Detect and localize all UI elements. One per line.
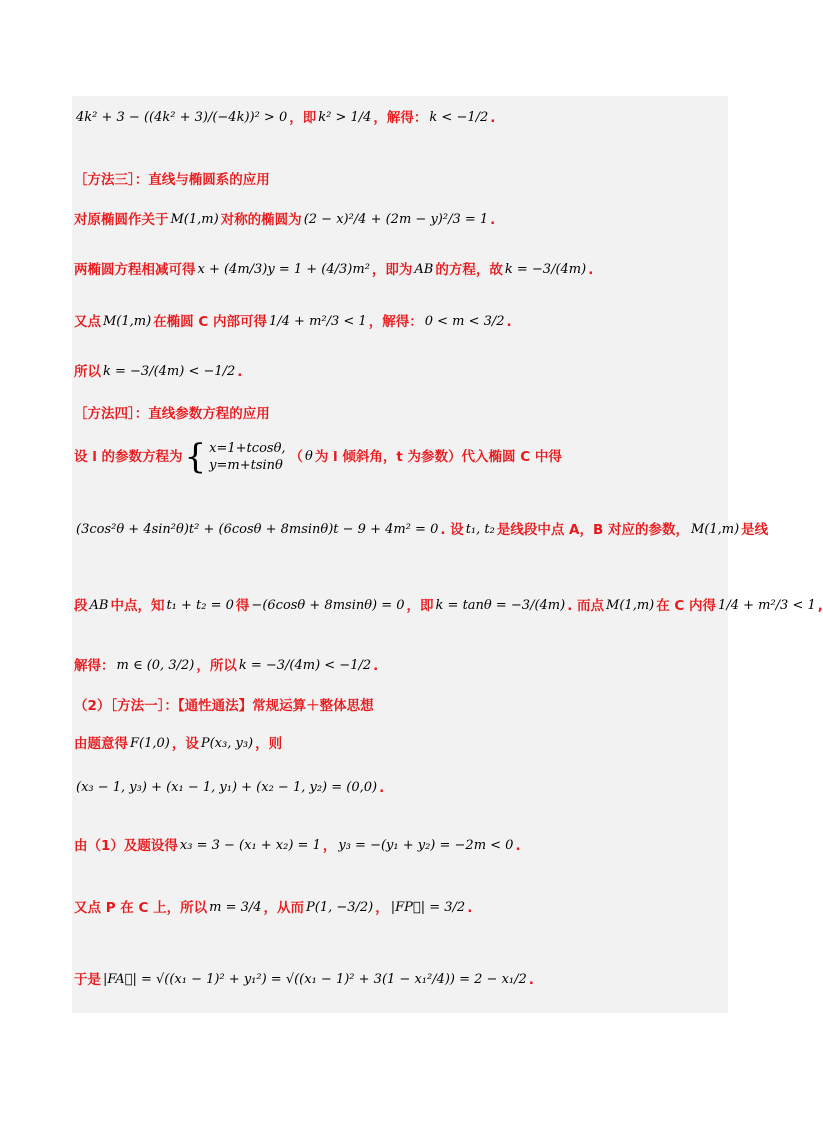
math: M(1,m)	[170, 212, 219, 227]
text: ，则	[255, 736, 283, 752]
text: 由（1）及题设得	[74, 838, 178, 854]
math: t₁, t₂	[465, 522, 495, 537]
math: P(x₃, y₃)	[200, 736, 254, 751]
line-6	[74, 362, 242, 382]
line-10	[74, 596, 823, 616]
text: .	[379, 780, 385, 796]
text: ，即	[406, 598, 434, 614]
math: 1/4 + m²/3 < 1	[269, 314, 367, 329]
text: 对称的椭圆为	[220, 212, 302, 228]
text: 两椭圆方程相减可得	[74, 262, 196, 278]
math: −(6cosθ + 8msinθ) = 0	[251, 598, 405, 613]
line-14	[74, 778, 384, 798]
math: P(1, −3/2)	[306, 900, 374, 915]
text: .	[237, 364, 243, 380]
text: .	[528, 972, 534, 988]
text: 设 l 的参数方程为	[74, 449, 183, 465]
heading: （2）［方法一］：【通性通法】常规运算＋整体思想	[74, 698, 374, 714]
text: 于是	[74, 972, 101, 988]
text: 解得：	[74, 658, 115, 674]
math: 1/4 + m²/3 < 1	[718, 598, 816, 613]
line-8	[74, 437, 562, 477]
text: ，解得：	[373, 110, 428, 126]
text: . 设	[440, 522, 464, 538]
line-9	[74, 520, 768, 540]
math: M(1,m)	[690, 522, 740, 537]
line-17	[74, 970, 534, 990]
math: M(1,m)	[103, 314, 152, 329]
math: M(1,m)	[606, 598, 655, 613]
line-16	[74, 898, 472, 918]
math: |FP⃗| = 3/2	[390, 900, 466, 915]
math: k² > 1/4	[318, 110, 372, 125]
math: y=m+tsinθ	[209, 458, 283, 473]
text: . 而点	[567, 598, 605, 614]
text: 由题意得	[74, 736, 128, 752]
math: k = tanθ = −3/(4m)	[435, 598, 566, 613]
content-panel	[72, 96, 728, 1013]
math: k = −3/(4m) < −1/2	[238, 658, 372, 673]
text: .	[490, 110, 496, 126]
text: 得	[235, 598, 250, 614]
text: .	[515, 838, 521, 854]
line-5	[74, 312, 512, 332]
text: ，	[375, 900, 389, 916]
math-l1: 4k² + 3 − ((4k² + 3)/(−4k))² > 0	[76, 110, 288, 125]
math: m ∈ (0, 3/2)	[116, 658, 195, 673]
text: ，即	[289, 110, 317, 126]
text: .	[467, 900, 473, 916]
math: y₃ = −(y₁ + y₂) = −2m < 0	[338, 838, 514, 853]
math: 0 < m < 3/2	[424, 314, 505, 329]
text: 是线段中点 A，B 对应的参数，	[496, 522, 689, 538]
math: AB	[89, 598, 109, 613]
text: 所以	[74, 364, 101, 380]
text: .	[373, 658, 379, 674]
text: 为 l 倾斜角，t 为参数）代入椭圆 C 中得	[314, 449, 562, 465]
line-15	[74, 836, 521, 856]
text: 中点，知	[110, 598, 165, 614]
brace-icon: {	[184, 437, 207, 477]
text: .	[506, 314, 512, 330]
text: 在 C 内得	[656, 598, 717, 614]
text: .	[588, 262, 594, 278]
math: x₃ = 3 − (x₁ + x₂) = 1	[179, 838, 321, 853]
heading-method3	[74, 170, 270, 190]
math: |FA⃗| = √((x₁ − 1)² + y₁²) = √((x₁ − 1)² + 3(1 − x₁²/4)) = 2 − x₁/2	[103, 972, 527, 987]
line-1	[74, 108, 495, 128]
text: ，解得：	[368, 314, 423, 330]
text: .	[490, 212, 496, 228]
text: ,	[817, 598, 823, 614]
text: ，即为	[371, 262, 413, 278]
heading: ［方法三］：直线与椭圆系的应用	[74, 172, 270, 188]
heading: ［方法四］：直线参数方程的应用	[74, 406, 270, 422]
text: 在椭圆 C 内部可得	[153, 314, 267, 330]
text: ，设	[171, 736, 199, 752]
math: m = 3/4	[209, 900, 262, 915]
text: 是线	[741, 522, 769, 538]
text: 对原椭圆作关于	[74, 212, 169, 228]
line-13	[74, 734, 282, 754]
heading-part2	[74, 696, 374, 716]
line-11	[74, 656, 378, 676]
math: AB	[414, 262, 434, 277]
line-3	[74, 210, 495, 230]
text: 的方程，故	[435, 262, 503, 278]
math: (3cos²θ + 4sin²θ)t² + (6cosθ + 8msinθ)t − 9 + 4m² = 0	[76, 522, 439, 537]
math: θ	[305, 449, 313, 464]
text: ，所以	[196, 658, 237, 674]
math: (2 − x)²/4 + (2m − y)²/3 = 1	[303, 212, 489, 227]
math: F(1,0)	[130, 736, 170, 751]
heading-method4	[74, 404, 270, 424]
text: （	[289, 449, 304, 465]
math: x + (4m/3)y = 1 + (4/3)m²	[197, 262, 370, 277]
text: 又点	[74, 314, 101, 330]
equation-system	[184, 437, 288, 477]
math: t₁ + t₂ = 0	[166, 598, 234, 613]
text: ，从而	[263, 900, 305, 916]
math: k = −3/(4m)	[504, 262, 587, 277]
text: ，	[322, 838, 337, 854]
math: k < −1/2	[429, 110, 489, 125]
math: (x₃ − 1, y₃) + (x₁ − 1, y₁) + (x₂ − 1, y₂) = (0,0)	[76, 780, 378, 795]
text: 又点 P 在 C 上，所以	[74, 900, 208, 916]
math: k = −3/(4m) < −1/2	[103, 364, 236, 379]
text: 段	[74, 598, 88, 614]
line-4	[74, 260, 593, 280]
math: x=1+tcosθ,	[209, 441, 286, 456]
